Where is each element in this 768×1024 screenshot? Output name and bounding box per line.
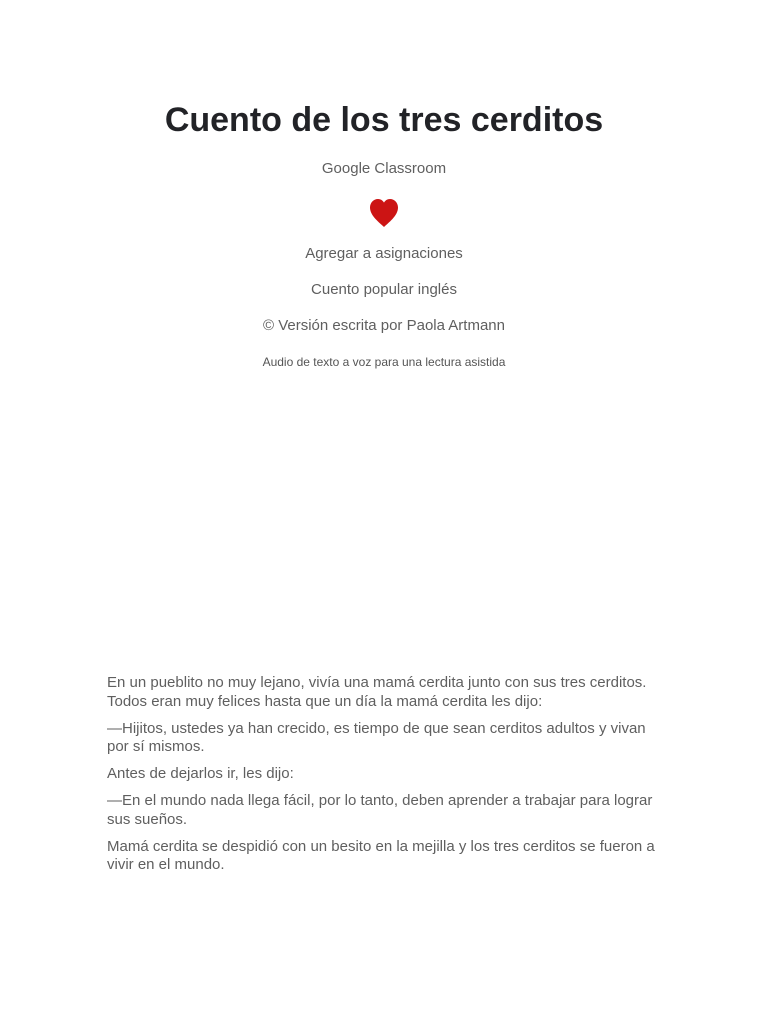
version-credit: © Versión escrita por Paola Artmann (262, 317, 505, 334)
heart-icon[interactable] (367, 196, 401, 230)
google-classroom-link[interactable]: Google Classroom (321, 160, 447, 177)
add-to-assignments-button[interactable]: Agregar a asignaciones (305, 245, 463, 262)
story-origin: Cuento popular inglés (311, 281, 457, 298)
story-paragraph: Mamá cerdita se despidió con un besito en la mejilla y los tres cerditos se fueron a vivir en el mundo. (107, 837, 655, 873)
audio-note: Audio de texto a voz para una lectura asistida (262, 355, 506, 369)
story-paragraph: —Hijitos, ustedes ya han crecido, es tiempo de que sean cerditos adultos y vivan por sí mismos. (107, 719, 646, 755)
heart-icon-graphic (367, 196, 401, 230)
story-paragraph: En un pueblito no muy lejano, vivía una mamá cerdita junto con sus tres cerditos. Todos eran muy felices hasta que un día la mamá cerdita les dijo: (107, 674, 647, 710)
story-body (107, 674, 667, 883)
story-paragraph: Antes de dejarlos ir, les dijo: (107, 765, 294, 782)
story-paragraph: —En el mundo nada llega fácil, por lo tanto, deben aprender a trabajar para lograr sus sueños. (107, 792, 653, 828)
page-title: Cuento de los tres cerditos (164, 101, 604, 139)
